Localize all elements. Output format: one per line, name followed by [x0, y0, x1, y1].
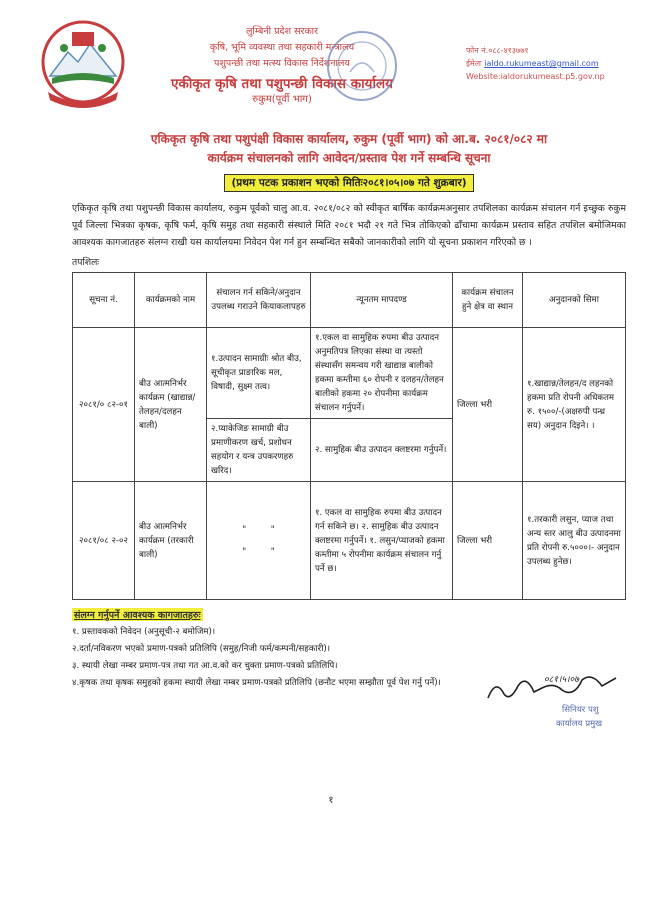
col-header: न्यूनतम मापदण्ड: [311, 273, 453, 328]
col-header: अनुदानको सिमा: [523, 273, 626, 328]
list-item: ३. स्थायी लेखा नम्बर प्रमाण-पत्र तथा गत आ.व.को कर चुक्ता प्रमाण-पत्रको प्रतिलिपि।: [72, 661, 338, 671]
email-link[interactable]: ialdo.rukumeast@gmail.com: [484, 59, 599, 68]
signature-date: ०८१।५।०७: [544, 675, 579, 685]
activity-ditto-cell: [207, 482, 311, 600]
directorate-line: पशुपन्छी तथा मत्स्य विकास निर्देशनालय: [214, 58, 350, 69]
ditto-mark: ": [270, 546, 275, 557]
documents-heading: संलग्न गर्नुपर्ने आवश्यक कागजातहरुः: [74, 610, 201, 621]
table-row: [73, 482, 626, 600]
table-row: [73, 328, 626, 419]
notice-number: २०८१/० ८२-०१: [73, 328, 135, 482]
office-name-block: [72, 24, 492, 108]
notice-body: एकिकृत कृषि तथा पशुपन्छी विकास कार्यालय, रुकुम पूर्वको चालु आ.व. २०८१/०८२ को स्वीकृत बार्षिक कार्यक्रमअनुसार तपशिलका कार्यक्रम संचालन गर्न इच्छुक रुकुम पूर्व जिल्ला भित्रका कृषक, कृषि फर्म, कृषि समुह तथा सहकारी संस्थाले मिति २०८१ भदौ २१ गते भित्र तोकिएको ढाँचामा कार्यक्रम प्रस्ताव सहित तपशिल बमोजिमका आवश्यक कागजातहरु संलग्न राखी यस कार्यालयमा निवेदन पेश गर्न हुन सम्बन्धित सबैको जानकारीको लागि यो सूचना प्रकाशन गरिएको छ ।: [72, 203, 626, 248]
notice-title-line2: कार्यक्रम संचालनको लागि आवेदन/प्रस्ताव पेश गर्ने सम्बन्धि सूचना: [207, 151, 491, 165]
contact-block: [466, 44, 626, 83]
details-label: तपशिलः: [72, 257, 100, 268]
letterhead: [72, 14, 626, 124]
table-header-row: [73, 273, 626, 328]
grant-limit-cell: १.तरकारी लसुन, प्याज तथा अन्य स्तर आलु बीउ उत्पादनमा प्रति रोपनी रु.५०००।- अनुदान उपलब्ध हुनेछ।: [523, 482, 626, 600]
list-item: २.दर्ता/नविकरण भएको प्रमाण-पत्रको प्रतिलिपि (समुह/निजी फर्म/कम्पनी/सहकारी)।: [72, 644, 331, 654]
criteria-cell: १. एकल वा सामुहिक रुपमा बीउ उत्पादन गर्न सकिने छ। २. सामुहिक बीउ उत्पादन क्लष्टरमा गर्नुपर्ने। १. लसुन/प्याजको हकमा कम्तीमा ५ रोपनीमा कार्यक्रम संचालन गर्नु पर्ने छ।: [311, 482, 453, 600]
signer-office: कार्यालय प्रमुख: [556, 719, 603, 729]
col-header: कार्यक्रमको नाम: [135, 273, 207, 328]
list-item: १. प्रस्तावकको निवेदन (अनुसूची-२ बमोजिम)।: [72, 627, 216, 637]
col-header: संचालन गर्न सकिने/अनुदान उपलब्ध गराउने कियाकलापहरु: [207, 273, 311, 328]
office-name: एकीकृत कृषि तथा पशुपन्छी विकास कार्यालय: [171, 76, 393, 92]
phone-text: फोन नं.०८८-४१३७७१: [466, 46, 529, 55]
office-location: रुकुम(पूर्वी भाग): [252, 94, 312, 105]
criteria-cell: १.एकल वा सामुहिक रुपमा बीउ उत्पादन अनुमतिपत्र लिएका संस्था वा त्यस्तो संस्थासँग समन्वय गरी खाद्यान्न बालीको हकमा कम्तीमा ६० रोपनी र दलहन/तेलहन बालीको हकमा २० रोपनीमा कार्यक्रम संचालन गर्नुपर्ने।: [311, 328, 453, 419]
list-item: ४.कृषक तथा कृषक समुहको हकमा स्थायी लेखा नम्बर प्रमाण-पत्रको प्रतिलिपि (छनौट भएमा सम्झौता पूर्व पेश गर्नु पर्ने)।: [72, 678, 441, 688]
area-cell: जिल्ला भरी: [453, 482, 523, 600]
ditto-mark: ": [242, 524, 247, 535]
notice-title: [72, 130, 626, 168]
program-table: [72, 272, 626, 600]
program-name: बीउ आत्मनिर्भर कार्यक्रम (तरकारी बाली): [135, 482, 207, 600]
website-text[interactable]: Website:ialdorukumeast.p5.gov.np: [466, 72, 605, 81]
ditto-mark: ": [242, 546, 247, 557]
program-name: बीउ आत्मनिर्भर कार्यक्रम (खाद्यान्न/ तेलहन/दलहन बाली): [135, 328, 207, 482]
ditto-mark: ": [270, 524, 275, 535]
signature-block: [482, 668, 622, 738]
notice-number: २०८१/०८ २-०२: [73, 482, 135, 600]
notice-title-line1: एकिकृत कृषि तथा पशुपंक्षी विकास कार्यालय, रुकुम (पूर्वी भाग) को आ.ब. २०८१/०८२ मा: [150, 132, 548, 146]
col-header: कार्यक्रम संचालन हुने क्षेत्र वा स्थान: [453, 273, 523, 328]
gov-line: लुम्बिनी प्रदेश सरकार: [245, 26, 319, 37]
email-label: ईमेलः: [466, 59, 482, 68]
grant-limit-cell: १.खाद्यान्न/तेलहन/द लहनको हकमा प्रति रोपनी अधिकतम रु. १५००/-(अक्षरुपी पन्ध्र सय) अनुदान दिइने। ।: [523, 328, 626, 482]
ministry-line: कृषि, भूमि व्यवस्था तथा सहकारी मन्त्रालय: [209, 42, 355, 53]
publication-date: (प्रथम पटक प्रकाशन भएको मितिः२०८१।०५।०७ गते शुक्रबार): [224, 174, 473, 192]
activity-cell: २.प्याकेजिङ सामाग्री बीउ प्रमाणीकरण खर्च, प्रशोधन सहयोग र यन्त्र उपकरणहरु खरिद।: [207, 419, 311, 482]
office-stamp-icon: [322, 26, 402, 106]
page-number: १: [328, 795, 334, 806]
activity-cell: १.उत्पादन सामाग्रीः श्रोत बीउ, सूचीकृत प्राङारिक मल, विषादी, सुक्ष्म तत्व।: [207, 328, 311, 419]
signer-title: सिनियर पशु: [562, 705, 599, 715]
col-header: सूचना नं.: [73, 273, 135, 328]
area-cell: जिल्ला भरी: [453, 328, 523, 482]
criteria-cell: २. सामुहिक बीउ उत्पादन क्लष्टरमा गर्नुपर्ने।: [311, 419, 453, 482]
